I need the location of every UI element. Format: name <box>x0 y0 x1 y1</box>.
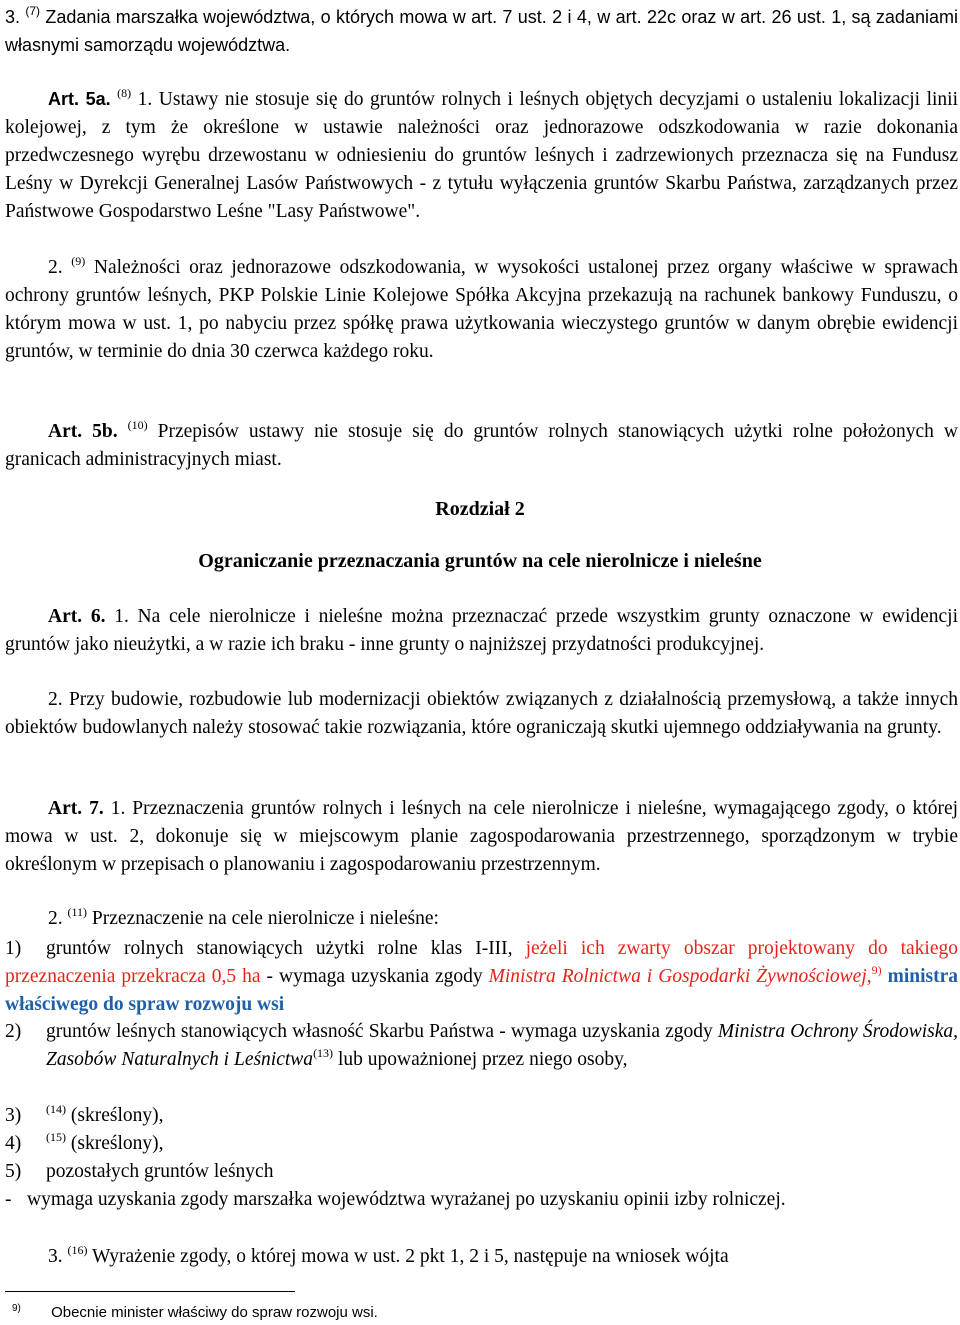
list-text: pozostałych gruntów leśnych <box>46 1161 274 1182</box>
list-item-1 <box>5 935 958 1019</box>
highlighted-text-red: jeżeli ich zwarty obszar projektowany do takiego przeznaczenia przekracza 0,5 ha <box>5 938 959 987</box>
paragraph-number: 3. <box>48 1246 63 1267</box>
article-text: 1. Ustawy nie stosuje się do gruntów rolnych i leśnych objętych decyzjami o ustaleniu lokalizacji linii kolejowej, z tym że określone w ustawie należności oraz jednorazowe odszkodowania w razie dokonania przedwczesnego wyrębu drzewostanu w odniesieniu do gruntów leśnych i zadrzewionych przeznacza się na Fundusz Leśny w Dyrekcji Generalnej Lasów Państwowych - z tytułu wyłączenia gruntów Skarbu Państwa, zarządzanych przez Państwowe Gospodarstwo Leśne "Lasy Państwowe". <box>5 89 959 222</box>
list-number: 5) <box>5 1161 22 1182</box>
article-label: Art. 7. <box>48 798 104 819</box>
amendment-ref: (8) <box>117 86 132 100</box>
article-6 <box>5 603 958 659</box>
list-text: wymaga uzyskania zgody marszałka województwa wyrażanej po uzyskaniu opinii izby rolniczej. <box>27 1189 786 1210</box>
article-7 <box>5 795 958 879</box>
list-text-part: (skreślony), <box>70 1133 164 1154</box>
paragraph-text: Wyrażenie zgody, o której mowa w ust. 2 pkt 1, 2 i 5, następuje na wniosek wójta <box>92 1246 729 1267</box>
list-item-4 <box>5 1130 958 1158</box>
amendment-ref: (7) <box>25 4 41 18</box>
article-5a-paragraph-2 <box>5 254 958 366</box>
list-text-part: gruntów rolnych stanowiących użytki rolne klas I-III, <box>46 938 513 959</box>
article-label: Art. 5a. <box>48 89 111 109</box>
list-item-2 <box>5 1018 958 1074</box>
paragraph-number: 2. <box>48 257 63 278</box>
article-7-paragraph-3 <box>5 1243 958 1271</box>
article-label: Art. 5b. <box>48 421 118 442</box>
amendment-ref: (10) <box>127 418 148 432</box>
article-text: 1. Przeznaczenia gruntów rolnych i leśnych na cele nierolnicze i nieleśne, wymagającego zgody, o której mowa w ust. 2, dokonuje się w miejscowym planie zagospodarowania przestrzennego, sporządzonym w trybie określonym w przepisach o planowaniu i zagospodarowaniu przestrzennym. <box>5 798 959 875</box>
chapter-title: Ograniczanie przeznaczania gruntów na cele nierolnicze i nieleśne <box>198 550 762 572</box>
footnote <box>12 1303 378 1321</box>
footnote-divider <box>5 1291 295 1292</box>
paragraph-text: Przeznaczenie na cele nierolnicze i nieleśne: <box>91 908 439 929</box>
footnote-ref: 9) <box>871 963 882 977</box>
list-text-part: lub upoważnionej przez niego osoby, <box>337 1049 628 1070</box>
list-item-5 <box>5 1158 958 1186</box>
amendment-ref: (16) <box>67 1243 88 1257</box>
ministry-name: Ministra Ochrony Środowiska, Zasobów Naturalnych i Leśnictwa <box>46 1021 959 1070</box>
list-dash: - <box>5 1189 12 1210</box>
article-7-paragraph-2 <box>5 905 958 933</box>
list-tail <box>5 1186 958 1214</box>
list-text-part: - wymaga uzyskania zgody <box>266 966 483 987</box>
article-text: Przepisów ustawy nie stosuje się do gruntów rolnych stanowiących użytki rolne położonych w granicach administracyjnych miast. <box>5 421 958 470</box>
list-text-part: gruntów leśnych stanowiących własność Skarbu Państwa - wymaga uzyskania zgody <box>46 1021 713 1042</box>
list-text <box>46 1018 958 1074</box>
footnote-mark: 9) <box>12 1303 21 1314</box>
amendment-ref: (15) <box>46 1130 66 1144</box>
list-item-3 <box>5 1102 958 1130</box>
paragraph-text: 2. Przy budowie, rozbudowie lub modernizacji obiektów związanych z działalnością przemysłową, a także innych obiektów budowlanych należy stosować takie rozwiązania, które ograniczają skutki ujemnego oddziaływania na grunty. <box>5 689 958 738</box>
article-5b <box>5 418 958 474</box>
article-label: Art. 6. <box>48 606 106 627</box>
paragraph-text: Zadania marszałka województwa, o których mowa w art. 7 ust. 2 i 4, w art. 22c oraz w art. 26 ust. 1, są zadaniami własnymi samorządu województwa. <box>5 7 958 55</box>
struck-ministry-name: Ministra Rolnictwa i Gospodarki Żywnościowej, <box>488 966 872 987</box>
list-text-part: (skreślony), <box>70 1105 164 1126</box>
list-number: 1) <box>5 938 22 959</box>
article-5a <box>5 85 958 226</box>
article-text: 1. Na cele nierolnicze i nieleśne można przeznaczać przede wszystkim grunty oznaczone w ewidencji gruntów jako nieużytki, a w razie ich braku - inne grunty o najniższej przydatności produkcyjnej. <box>5 606 959 655</box>
footnote-text: Obecnie minister właściwy do spraw rozwoju wsi. <box>51 1304 378 1321</box>
paragraph-3 <box>5 3 958 59</box>
list-text <box>5 935 958 1019</box>
chapter-number: Rozdział 2 <box>435 498 525 520</box>
paragraph-text: Należności oraz jednorazowe odszkodowania, w wysokości ustalonej przez organy właściwe w sprawach ochrony gruntów leśnych, PKP Polskie Linie Kolejowe Spółka Akcyjna przekazują na rachunek bankowy Funduszu, o którym mowa w ust. 1, po nabyciu przez spółkę prawa użytkowania wieczystego gruntów w danym obrębie ewidencji gruntów, w terminie do dnia 30 czerwca każdego roku. <box>5 257 958 362</box>
inserted-ministry-name: ministra właściwego do spraw rozwoju wsi <box>5 966 959 1015</box>
amendment-ref: (11) <box>67 905 88 919</box>
amendment-ref: (13) <box>313 1046 334 1060</box>
amendment-ref: (14) <box>46 1102 66 1116</box>
list-number: 2) <box>5 1021 22 1042</box>
paragraph-number: 2. <box>48 908 63 929</box>
article-6-paragraph-2 <box>5 686 958 742</box>
amendment-ref: (9) <box>71 254 86 268</box>
list-text <box>46 1102 958 1130</box>
list-number: 4) <box>5 1133 22 1154</box>
paragraph-number: 3. <box>5 7 21 27</box>
list-number: 3) <box>5 1105 22 1126</box>
list-text <box>46 1130 958 1158</box>
